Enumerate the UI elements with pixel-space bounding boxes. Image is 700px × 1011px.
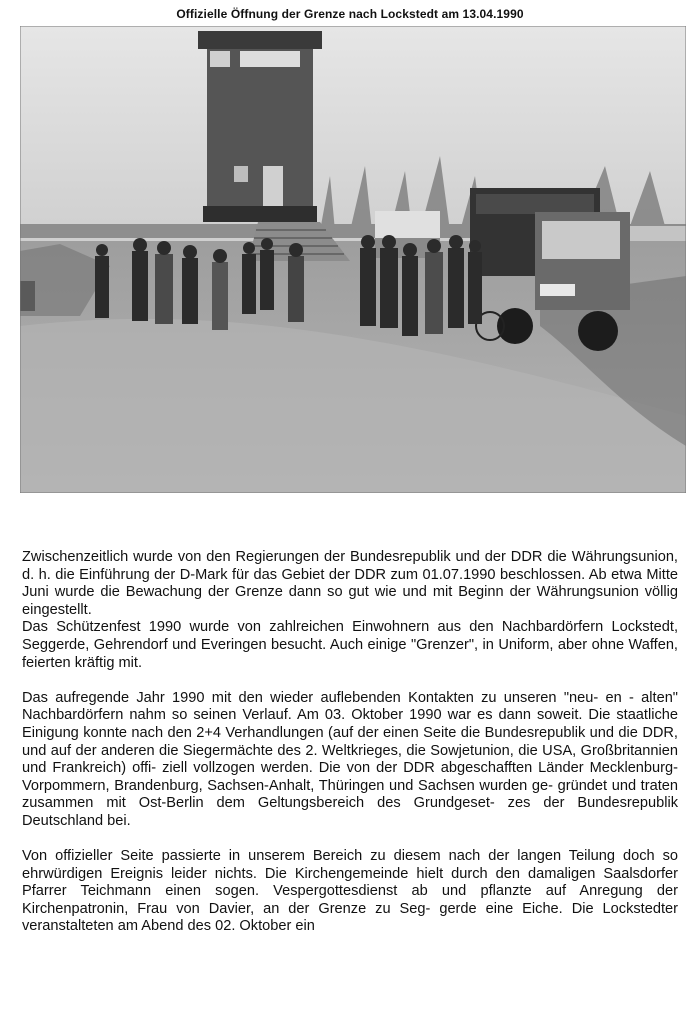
paragraph-4: Von offizieller Seite passierte in unserem Bereich zu diesem nach der langen Teilung doch so ehrwürdigen Ereignis leider nichts. Die Kirchengemeinde hielt durch den damaligen Saalsdorfer Pfarrer Teichmann einen sogen. Vespergottesdienst ab und pflanzte auf Anregung der Kirchenpatronin, Frau von Davier, an der Grenze zu Seg- gerde eine Eiche. Die Lockstedter veranstalteten am Abend des 02. Oktober ein [22,848,678,935]
photo-caption: Offizielle Öffnung der Grenze nach Lockstedt am 13.04.1990 [176,7,524,21]
paragraph-1: Zwischenzeitlich wurde von den Regierungen der Bundesrepublik und der DDR die Währungsunion, d. h. die Einführung der D-Mark für das Gebiet der DDR zum 01.07.1990 beschlossen. Ab etwa Mitte Juni wurde die Bewachung der Grenze dann so gut wie und mit Beginn der Währungsunion völlig eingestellt. [22,549,678,618]
article-text [22,549,678,936]
border-opening-photo [20,26,686,493]
paragraph-3: Das aufregende Jahr 1990 mit den wieder auflebenden Kontakten zu unseren "neu- en - alten" Nachbardörfern nahm so seinen Verlauf. Am 03. Oktober 1990 war es dann soweit. Die staatliche Einigung konnte nach den 2+4 Verhandlungen (auf der einen Seite die Bundesrepublik und die DDR, und auf der anderen die Siegermächte des 2. Weltkrieges, die Sowjetunion, die USA, Großbritannien und Frankreich) offi- ziell vollzogen werden. Die von der DDR abgeschafften Länder Mecklenburg- Vorpommern, Brandenburg, Sachsen-Anhalt, Thüringen und Sachsen wurden ge- gründet und traten zusammen mit Ost-Berlin dem Geltungsbereich des Grundgeset- zes der Bundesrepublik Deutschland bei. [22,689,678,829]
paragraph-2: Das Schützenfest 1990 wurde von zahlreichen Einwohnern aus den Nachbardörfern Lockstedt, Seggerde, Gehrendorf und Everingen besucht. Auch einige "Grenzer", in Uniform, aber ohne Waffen, feierten kräftig mit. [22,619,678,671]
